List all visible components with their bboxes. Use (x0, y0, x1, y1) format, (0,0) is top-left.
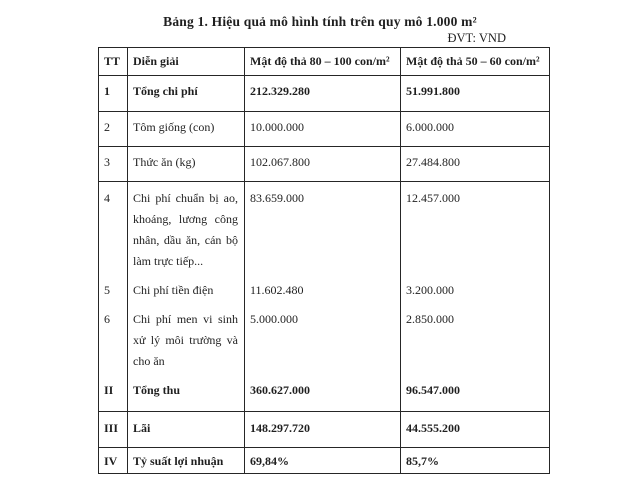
header-low-density: Mật độ thả 50 – 60 con/m² (401, 48, 550, 76)
table-header (99, 48, 550, 76)
table-row (99, 380, 550, 412)
row-value-low-density: 85,7% (401, 448, 550, 474)
row-value-low-density: 3.200.000 (401, 280, 550, 309)
table-body (99, 76, 550, 474)
row-value-high-density: 5.000.000 (245, 309, 401, 380)
header-high-density: Mật độ thả 80 – 100 con/m² (245, 48, 401, 76)
row-value-low-density: 6.000.000 (401, 112, 550, 147)
row-label: Chi phí men vi sinh xử lý môi trường và cho ăn (128, 309, 245, 380)
row-label: Chi phí tiền điện (128, 280, 245, 309)
results-table (98, 47, 550, 474)
row-value-high-density: 102.067.800 (245, 147, 401, 182)
row-value-low-density: 2.850.000 (401, 309, 550, 380)
row-tt: 6 (104, 312, 110, 326)
row-tt: III (99, 412, 128, 448)
table-row (99, 309, 550, 380)
row-label: Tổng chi phí (128, 76, 245, 112)
row-value-high-density: 83.659.000 (245, 182, 401, 281)
table-row (99, 280, 550, 309)
row-tt: II (99, 380, 128, 412)
row-tt: 1 (99, 76, 128, 112)
row-label: Tỷ suất lợi nhuận (128, 448, 245, 474)
row-label: Tôm giống (con) (128, 112, 245, 147)
row-value-high-density: 360.627.000 (245, 380, 401, 412)
row-tt: 4 (104, 191, 110, 205)
header-row (99, 48, 550, 76)
row-value-high-density: 148.297.720 (245, 412, 401, 448)
row-label: Chi phí chuẩn bị ao, khoáng, lương công nhân, dầu ăn, cán bộ làm trực tiếp... (128, 182, 245, 281)
table-title: Bảng 1. Hiệu quả mô hình tính trên quy mô 1.000 m² (163, 14, 477, 29)
row-tt: 2 (99, 112, 128, 147)
row-label: Lãi (128, 412, 245, 448)
row-value-high-density: 11.602.480 (245, 280, 401, 309)
row-value-low-density: 27.484.800 (401, 147, 550, 182)
row-value-high-density: 212.329.280 (245, 76, 401, 112)
row-value-low-density: 44.555.200 (401, 412, 550, 448)
table-row (99, 112, 550, 147)
table-row (99, 182, 550, 281)
row-label: Tổng thu (128, 380, 245, 412)
row-value-low-density: 96.547.000 (401, 380, 550, 412)
row-tt: IV (104, 454, 118, 468)
row-value-low-density: 51.991.800 (401, 76, 550, 112)
table-row (99, 147, 550, 182)
row-tt: 5 (104, 283, 110, 297)
row-value-high-density: 10.000.000 (245, 112, 401, 147)
table-row (99, 76, 550, 112)
row-value-low-density: 12.457.000 (401, 182, 550, 281)
table-row (99, 448, 550, 474)
header-tt: TT (99, 48, 128, 76)
table-row (99, 412, 550, 448)
row-tt: 3 (99, 147, 128, 182)
row-value-high-density: 69,84% (245, 448, 401, 474)
row-label: Thức ăn (kg) (128, 147, 245, 182)
unit-label: ĐVT: VND (447, 31, 506, 45)
header-description: Diễn giải (128, 48, 245, 76)
